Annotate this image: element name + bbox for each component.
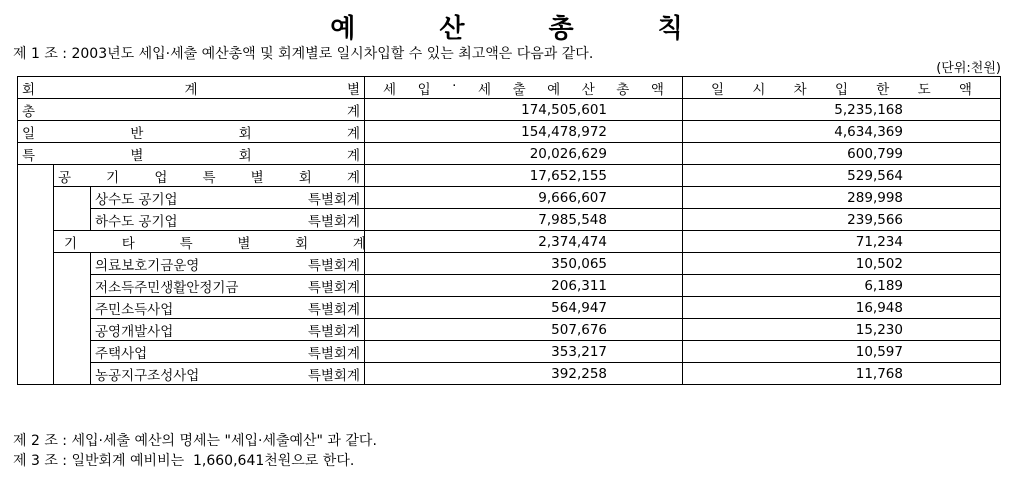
- table-row-public-development: 공영개발사업 특별회계 507,676 15,230: [18, 319, 1001, 341]
- unit-label: (단위:천원): [936, 61, 1001, 76]
- table-row-special: 특 별 회 계 20,026,629 600,799: [18, 143, 1001, 165]
- table-row-general: 일 반 회 계 154,478,972 4,634,369: [18, 121, 1001, 143]
- header-col-budget: 세 입 · 세 출 예 산 총 액: [365, 77, 683, 99]
- article-1: 제 1 조 : 2003년도 세입·세출 예산총액 및 회계별로 일시차입할 수 있는 최고액은 다음과 같다.: [13, 46, 594, 62]
- header-col-borrow: 일 시 차 입 한 도 액: [683, 77, 1001, 99]
- header-col-account: 회 계 별: [18, 77, 365, 99]
- table-row-resident-income: 주민소득사업 특별회계 564,947 16,948: [18, 297, 1001, 319]
- article-3: 제 3 조 : 일반회계 예비비는 1,660,641천원으로 한다.: [13, 453, 355, 469]
- table-row-housing: 주택사업 특별회계 353,217 10,597: [18, 341, 1001, 363]
- table-header: [18, 77, 1001, 99]
- article-2: 제 2 조 : 세입·세출 예산의 명세는 "세입·세출예산" 과 같다.: [13, 433, 377, 449]
- table-row-total: 총 계 174,505,601 5,235,168: [18, 99, 1001, 121]
- table-row-public-enterprise: 공 기 업 특 별 회 계 17,652,155 529,564: [18, 165, 1001, 187]
- table-row-water-supply: 상수도 공기업 특별회계 9,666,607 289,998: [18, 187, 1001, 209]
- budget-table: [17, 76, 1001, 385]
- page-title: 예 산 총 칙: [330, 14, 683, 44]
- table-row-low-income: 저소득주민생활안정기금 특별회계 206,311 6,189: [18, 275, 1001, 297]
- table-row-other-special: 기 타 특 별 회 계 2,374,474 71,234: [18, 231, 1001, 253]
- table-row-medical-aid: 의료보호기금운영 특별회계 350,065 10,502: [18, 253, 1001, 275]
- table-row-agri-industrial: 농공지구조성사업 특별회계 392,258 11,768: [18, 363, 1001, 385]
- table-row-sewerage: 하수도 공기업 특별회계 7,985,548 239,566: [18, 209, 1001, 231]
